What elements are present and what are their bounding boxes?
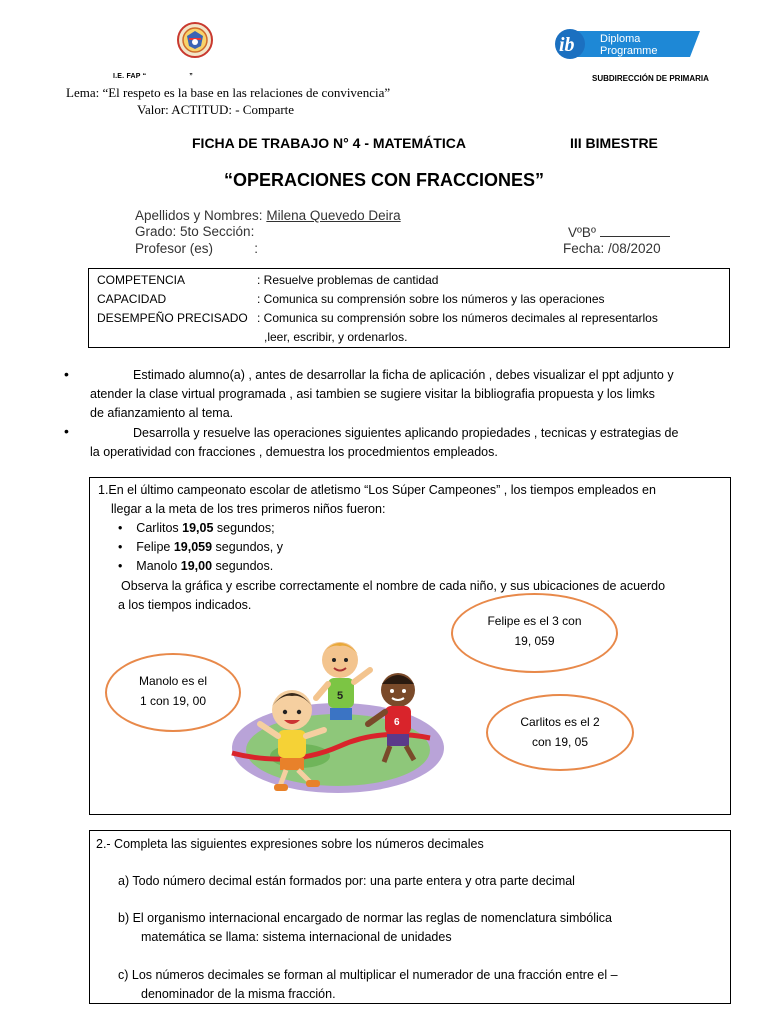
- ex1-item-name: Felipe: [136, 540, 171, 554]
- race-illustration: [230, 628, 450, 803]
- competencia-label: COMPETENCIA: [97, 273, 186, 287]
- ex1-item-manolo: [118, 557, 273, 577]
- student-name: Milena Quevedo Deira: [266, 208, 401, 223]
- ex1-item-carlitos: [118, 519, 275, 539]
- bubble-carlitos: [486, 694, 634, 771]
- desempeno-label: DESEMPEÑO PRECISADO: [97, 311, 248, 325]
- ex1-item-name: Manolo: [136, 559, 178, 573]
- desempeno-value: : Comunica su comprensión sobre los números decimales al representarlos: [257, 311, 658, 325]
- para2-line2: la operatividad con fracciones , demuestra los procedmientos empleados.: [90, 445, 498, 459]
- name-label: Apellidos y Nombres:: [135, 208, 263, 223]
- competencia-value: : Resuelve problemas de cantidad: [257, 273, 439, 287]
- valor-text: Valor: ACTITUD: - Comparte: [137, 102, 295, 117]
- bubble-manolo-line1: Manolo es el: [138, 674, 208, 688]
- subdireccion-label: SUBDIRECCIÓN DE PRIMARIA: [592, 74, 709, 83]
- ex1-item-name: Carlitos: [136, 521, 179, 535]
- ex1-item-suffix: segundos;: [213, 521, 275, 535]
- bullet-icon: •: [118, 540, 123, 554]
- competencia-box: [88, 268, 730, 348]
- profesor-label: Profesor (es) :: [135, 241, 259, 256]
- bubble-felipe: [451, 593, 618, 673]
- ib-line1-text: Diploma: [600, 33, 641, 45]
- ex1-item-suffix: segundos, y: [212, 540, 283, 554]
- ex2-item-b-line2: matemática se llama: sistema internacional de unidades: [141, 930, 452, 944]
- capacidad-value: : Comunica su comprensión sobre los números y las operaciones: [257, 292, 605, 306]
- ex1-item-time: 19,059: [173, 540, 213, 554]
- vobo-label: VºBº: [568, 225, 596, 240]
- ex1-item-felipe: [118, 538, 283, 558]
- ex1-line1: 1.En el último campeonato escolar de atletismo “Los Súper Campeones” , los tiempos empleados en: [98, 483, 656, 497]
- lema-text: Lema: “El respeto es la base en las relaciones de convivencia”: [66, 85, 391, 100]
- bubble-manolo-line2: 1 con 19, 00: [139, 694, 207, 708]
- ex1-item-time: 19,05: [182, 521, 214, 535]
- bubble-felipe-line2: 19, 059: [514, 634, 555, 648]
- ex2-title: 2.- Completa las siguientes expresiones sobre los números decimales: [96, 837, 484, 851]
- ib-mark-text: ib: [559, 34, 575, 56]
- shirt-number-red: 6: [394, 717, 400, 728]
- name-row: [135, 208, 401, 223]
- vobo-row: [568, 225, 670, 240]
- ex1-obs-line2: a los tiempos indicados.: [118, 598, 252, 612]
- bullet-icon: •: [118, 521, 123, 535]
- bubble-carlitos-line1: Carlitos es el 2: [520, 715, 600, 729]
- fecha-label: Fecha: /08/2020: [563, 241, 661, 256]
- bullet-icon: •: [118, 559, 123, 573]
- ex2-item-b-line1: b) El organismo internacional encargado de normar las reglas de nomenclatura simbólica: [118, 911, 613, 925]
- bubble-felipe-line1: Felipe es el 3 con: [487, 614, 582, 628]
- para2-line1: Desarrolla y resuelve las operaciones siguientes aplicando propiedades , tecnicas y estrategias de: [133, 426, 679, 440]
- para1-line3: de afianzamiento al tema.: [90, 406, 234, 420]
- shirt-number-green: 5: [337, 690, 344, 702]
- para1-line2: atender la clase virtual programada , asi tambien se sugiere visitar la bibliografia propuesta y los limks: [90, 387, 655, 401]
- para1-line1: Estimado alumno(a) , antes de desarrollar la ficha de aplicación , debes visualizar el ppt adjunto y: [133, 368, 674, 382]
- desempeno-continuation: ,leer, escribir, y ordenarlos.: [264, 330, 408, 344]
- bullet-2: •: [64, 423, 69, 439]
- ex1-obs-line1: Observa la gráfica y escribe correctamente el nombre de cada niño, y sus ubicaciones de acuerdo: [121, 579, 666, 593]
- school-name: I.E. FAP “ ”: [113, 73, 193, 80]
- vobo-blank: [600, 225, 670, 237]
- ib-diploma-logo: [552, 28, 700, 60]
- ex2-item-a: a) Todo número decimal están formados por: una parte entera y otra parte decimal: [118, 874, 575, 888]
- ex1-item-time: 19,00: [180, 559, 213, 573]
- exercise2-box: [89, 830, 731, 1004]
- bimestre-label: III BIMESTRE: [570, 135, 658, 151]
- ex2-item-c-line1: c) Los números decimales se forman al multiplicar el numerador de una fracción entre el –: [118, 968, 618, 982]
- main-title: “OPERACIONES CON FRACCIONES”: [223, 170, 545, 190]
- ib-line2-text: Programme: [600, 45, 658, 57]
- bullet-1: •: [64, 366, 69, 382]
- school-crest-logo: [176, 22, 214, 58]
- exercise1-box: [89, 477, 731, 815]
- ex2-item-c-line2: denominador de la misma fracción.: [141, 987, 336, 1001]
- ex1-line2: llegar a la meta de los tres primeros niños fueron:: [111, 502, 386, 516]
- bubble-carlitos-line2: con 19, 05: [531, 735, 589, 749]
- ex1-item-suffix: segundos.: [212, 559, 274, 573]
- bubble-manolo: [105, 653, 241, 732]
- capacidad-label: CAPACIDAD: [97, 292, 167, 306]
- ficha-title: FICHA DE TRABAJO N° 4 - MATEMÁTICA: [192, 135, 466, 151]
- grado-label: Grado: 5to Sección:: [135, 224, 255, 239]
